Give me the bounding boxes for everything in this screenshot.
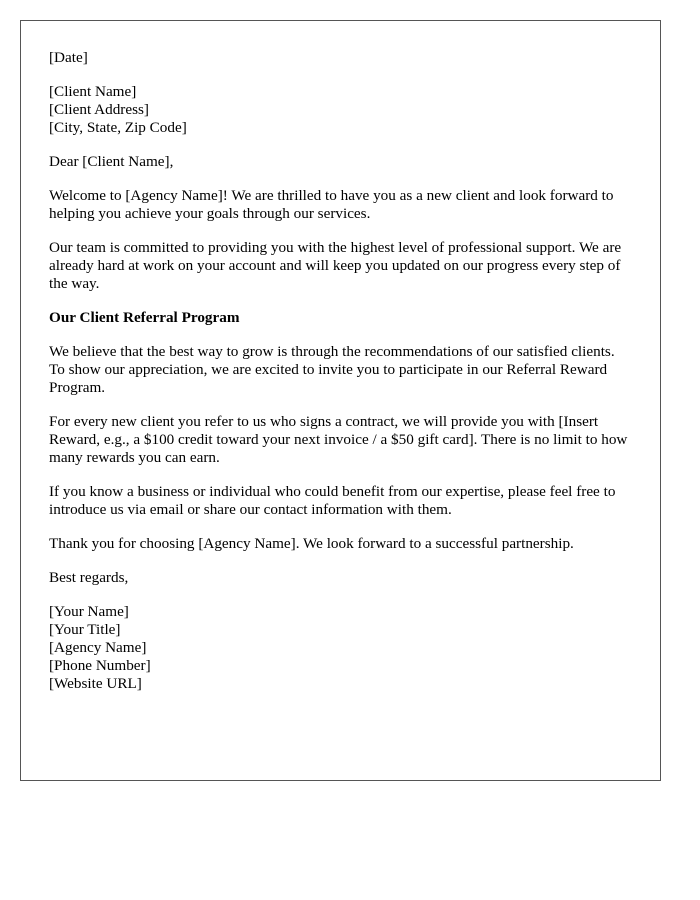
paragraph-reward: For every new client you refer to us who signs a contract, we will provide you with [Insert Reward, e.g., a $100 credit toward your next invoice / a $50 gift card]. There is no limit to how many rewards you can earn.	[49, 413, 628, 466]
client-city-state-zip: [City, State, Zip Code]	[49, 119, 187, 136]
sender-name: [Your Name]	[49, 603, 129, 620]
letter	[20, 20, 661, 781]
client-name: [Client Name]	[49, 83, 137, 100]
recipient-address	[49, 83, 632, 137]
closing: Best regards,	[49, 569, 129, 586]
paragraph-thanks: Thank you for choosing [Agency Name]. We look forward to a successful partnership.	[49, 535, 574, 552]
paragraph-team: Our team is committed to providing you with the highest level of professional support. We are already hard at work on your account and will keep you updated on our progress every step of the way.	[49, 239, 622, 292]
date: [Date]	[49, 49, 88, 66]
paragraph-introduce: If you know a business or individual who could benefit from our expertise, please feel free to introduce us via email or share our contact information with them.	[49, 483, 616, 518]
sender-title: [Your Title]	[49, 621, 121, 638]
paragraph-referral-intro: We believe that the best way to grow is through the recommendations of our satisfied clients. To show our appreciation, we are excited to invite you to participate in our Referral Reward Program.	[49, 343, 615, 396]
agency-name: [Agency Name]	[49, 639, 147, 656]
signature-block	[49, 603, 632, 693]
client-address: [Client Address]	[49, 101, 149, 118]
section-heading: Our Client Referral Program	[49, 309, 240, 326]
website-url: [Website URL]	[49, 675, 142, 692]
phone-number: [Phone Number]	[49, 657, 151, 674]
paragraph-welcome: Welcome to [Agency Name]! We are thrilled to have you as a new client and look forward to helping you achieve your goals through our services.	[49, 187, 614, 222]
salutation: Dear [Client Name],	[49, 153, 174, 170]
